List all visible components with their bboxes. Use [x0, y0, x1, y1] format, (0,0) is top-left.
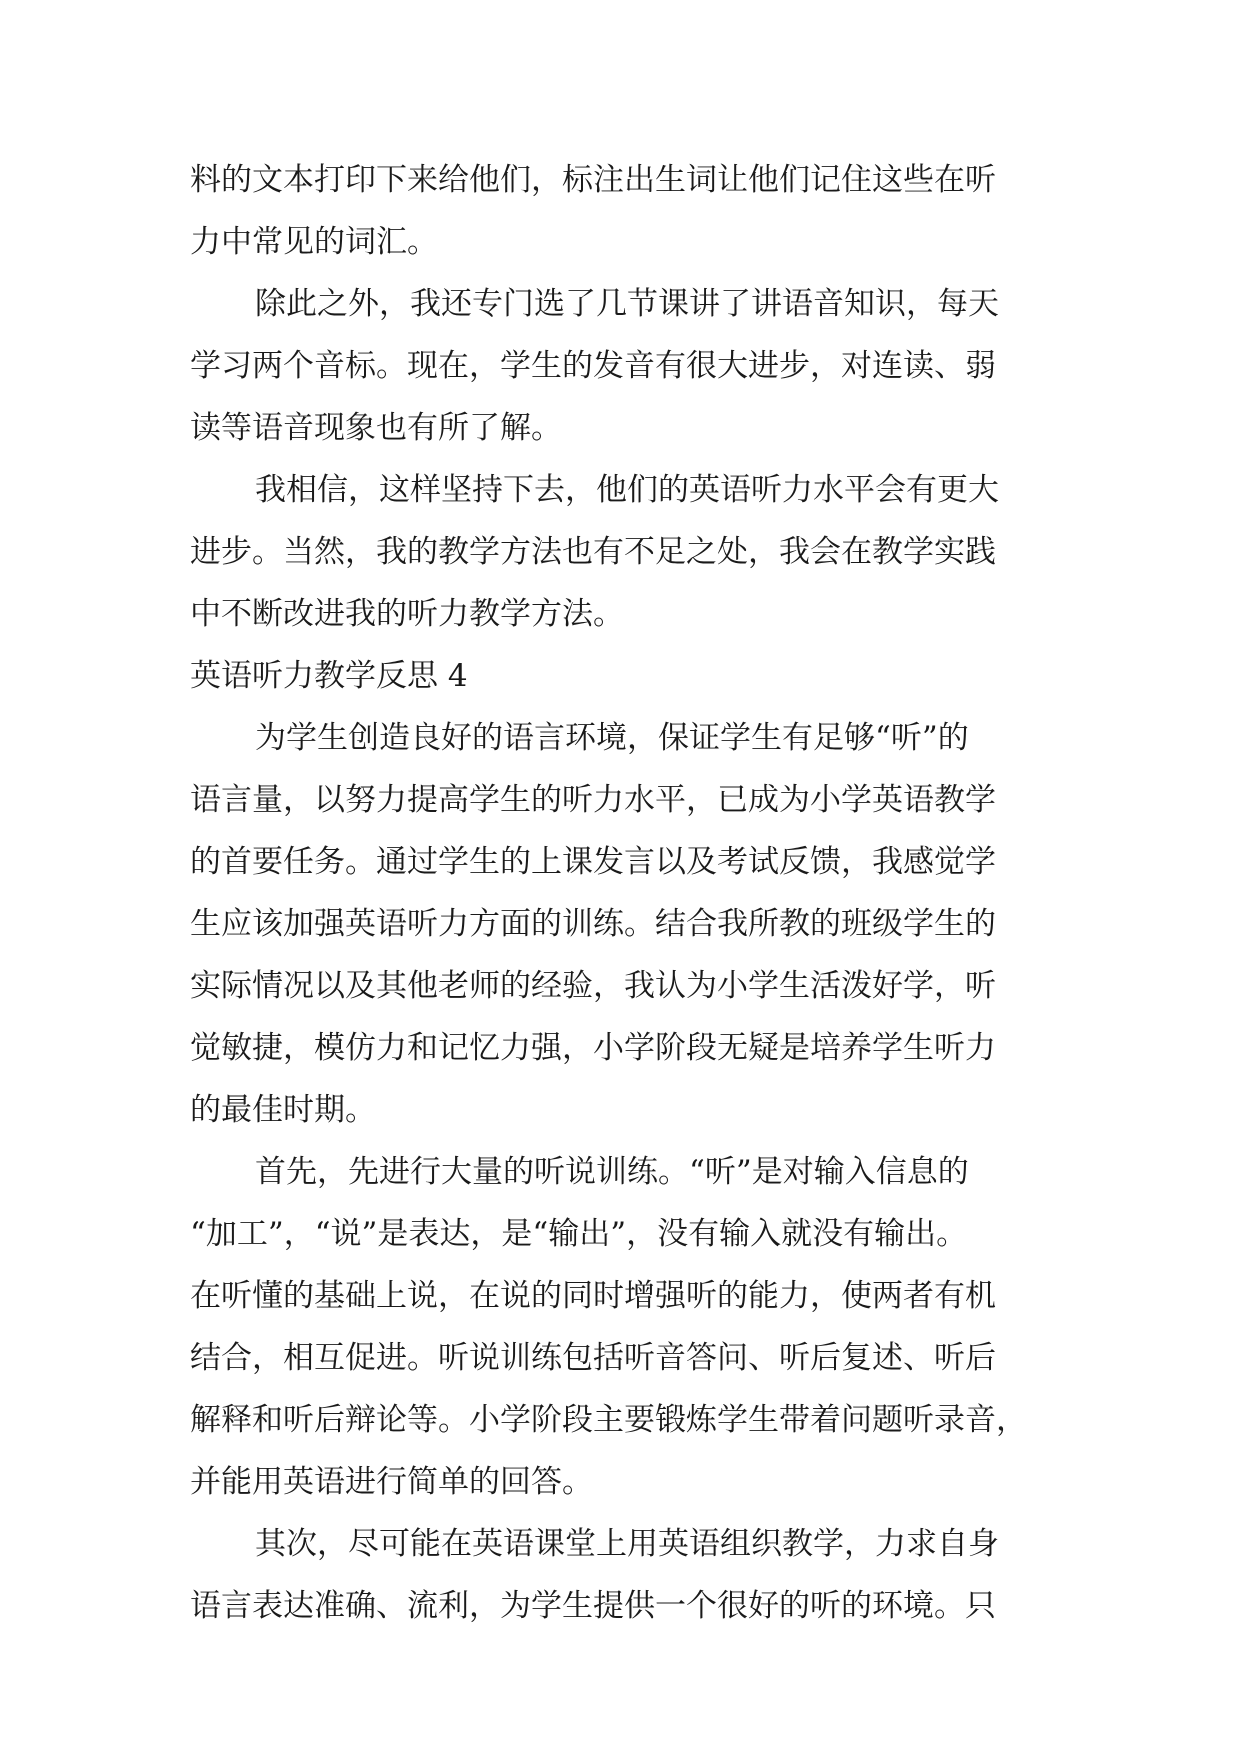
paragraph: [190, 1141, 1060, 1513]
paragraph-line: 在听懂的基础上说，在说的同时增强听的能力，使两者有机: [190, 1278, 996, 1314]
paragraph-line: 力中常见的词汇。: [190, 224, 438, 260]
paragraph: [190, 1513, 1060, 1637]
paragraph: [190, 707, 1060, 1141]
paragraph-line: 并能用英语进行简单的回答。: [190, 1464, 593, 1500]
paragraph-line: 语言表达准确、流利，为学生提供一个很好的听的环境。只: [190, 1588, 996, 1624]
paragraph-line: 读等语音现象也有所了解。: [190, 410, 562, 446]
paragraph: [190, 459, 1060, 645]
paragraph-line: 的首要任务。通过学生的上课发言以及考试反馈，我感觉学: [190, 844, 996, 880]
paragraph-line: 学习两个音标。现在，学生的发音有很大进步，对连读、弱: [190, 348, 996, 384]
paragraph-line: 实际情况以及其他老师的经验，我认为小学生活泼好学，听: [190, 968, 996, 1004]
paragraph-line: 解释和听后辩论等。小学阶段主要锻炼学生带着问题听录音，: [190, 1402, 1027, 1438]
paragraph-line: 首先，先进行大量的听说训练。“听”是对输入信息的: [255, 1154, 969, 1190]
paragraph-line: 生应该加强英语听力方面的训练。结合我所教的班级学生的: [190, 906, 996, 942]
paragraph-line: 觉敏捷，模仿力和记忆力强，小学阶段无疑是培养学生听力: [190, 1030, 996, 1066]
paragraph-line: 结合，相互促进。听说训练包括听音答问、听后复述、听后: [190, 1340, 996, 1376]
paragraph: [190, 149, 1060, 273]
paragraph-line: 我相信，这样坚持下去，他们的英语听力水平会有更大: [255, 472, 999, 508]
paragraph-line: 其次，尽可能在英语课堂上用英语组织教学，力求自身: [255, 1526, 999, 1562]
paragraph-line: 进步。当然，我的教学方法也有不足之处，我会在教学实践: [190, 534, 996, 570]
heading-text: 英语听力教学反思 4: [190, 658, 468, 694]
document-body: [190, 149, 1060, 1637]
paragraph: [190, 273, 1060, 459]
paragraph-line: 料的文本打印下来给他们，标注出生词让他们记住这些在听: [190, 162, 996, 198]
paragraph-line: 中不断改进我的听力教学方法。: [190, 596, 624, 632]
section-heading: [190, 645, 1060, 707]
paragraph-line: 的最佳时期。: [190, 1092, 376, 1128]
paragraph-line: 语言量，以努力提高学生的听力水平，已成为小学英语教学: [190, 782, 996, 818]
paragraph-line: 除此之外，我还专门选了几节课讲了讲语音知识，每天: [255, 286, 999, 322]
paragraph-line: “加工”，“说”是表达，是“输出”，没有输入就没有输出。: [190, 1216, 968, 1252]
paragraph-line: 为学生创造良好的语言环境，保证学生有足够“听”的: [255, 720, 969, 756]
